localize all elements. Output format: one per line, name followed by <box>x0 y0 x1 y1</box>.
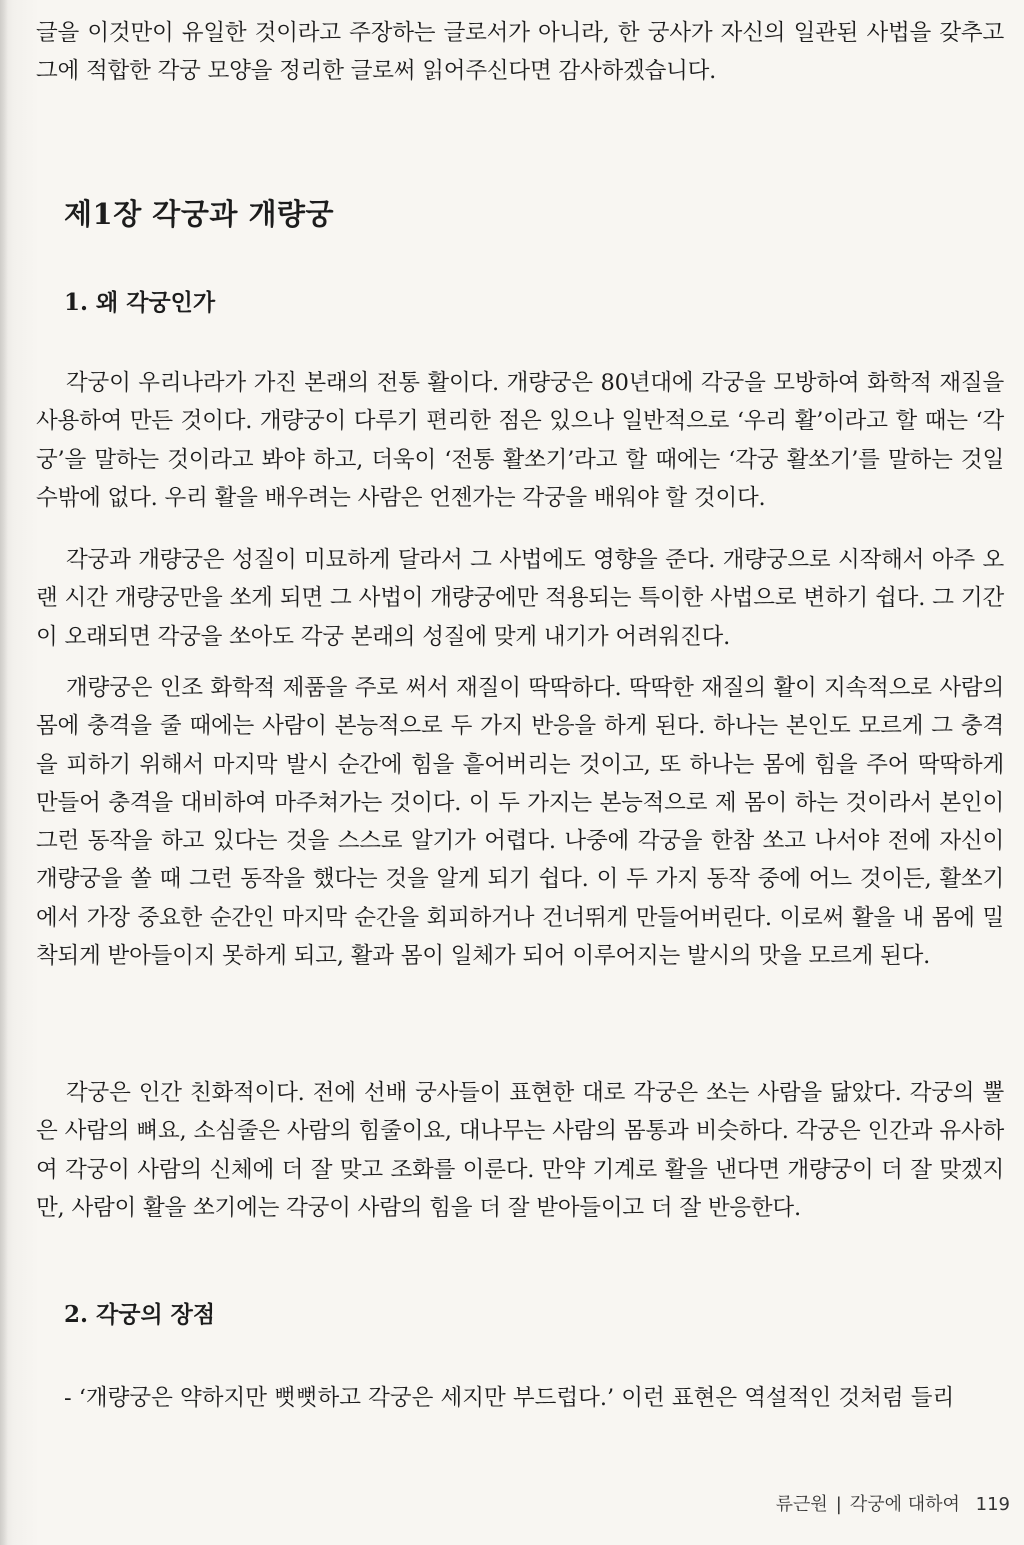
page-footer <box>776 1490 1010 1516</box>
page-gutter-shadow <box>0 0 8 1545</box>
dash-item-line: - ‘개량궁은 약하지만 뻣뻣하고 각궁은 세지만 부드럽다.’ 이런 표현은 역설적인 것처럼 들리 <box>64 1385 955 1411</box>
section-2-heading: 2. 각궁의 장점 <box>64 1301 216 1328</box>
body-paragraph-1: 각궁이 우리나라가 가진 본래의 전통 활이다. 개량궁은 80년대에 각궁을 모방하여 화학적 재질을 사용하여 만든 것이다. 개량궁이 다루기 편리한 점은 있으나 일반적으로 ‘우리 활’이라고 할 때는 ‘각궁’을 말하는 것이라고 봐야 하고, 더욱이 ‘전통 활쏘기’라고 할 때에는 ‘각궁 활쏘기’를 말하는 것일 수밖에 없다. 우리 활을 배우려는 사람은 언젠가는 각궁을 배워야 할 것이다. <box>36 370 1004 511</box>
intro-paragraph: 글을 이것만이 유일한 것이라고 주장하는 글로서가 아니라, 한 궁사가 자신의 일관된 사법을 갖추고 그에 적합한 각궁 모양을 정리한 글로써 읽어주신다면 감사하겠습니다. <box>36 20 1004 85</box>
body-paragraph-4: 각궁은 인간 친화적이다. 전에 선배 궁사들이 표현한 대로 각궁은 쏘는 사람을 닮았다. 각궁의 뿔은 사람의 뼈요, 소심줄은 사람의 힘줄이요, 대나무는 사람의 몸통과 비슷하다. 각궁은 인간과 유사하여 각궁이 사람의 신체에 더 잘 맞고 조화를 이룬다. 만약 기계로 활을 낸다면 개량궁이 더 잘 맞겠지만, 사람이 활을 쏘기에는 각궁이 사람의 힘을 더 잘 받아들이고 더 잘 반응한다. <box>36 1080 1004 1221</box>
body-paragraph-2: 각궁과 개량궁은 성질이 미묘하게 달라서 그 사법에도 영향을 준다. 개량궁으로 시작해서 아주 오랜 시간 개량궁만을 쏘게 되면 그 사법이 개량궁에만 적용되는 특이한 사법으로 변하기 쉽다. 그 기간이 오래되면 각궁을 쏘아도 각궁 본래의 성질에 맞게 내기가 어려워진다. <box>36 547 1004 650</box>
footer-author: 류근원 <box>775 1494 828 1515</box>
chapter-title: 제1장 각궁과 개량궁 <box>64 197 334 231</box>
section-1-heading: 1. 왜 각궁인가 <box>64 289 216 316</box>
footer-book-title: 각궁에 대하여 <box>849 1494 960 1515</box>
page-number: 119 <box>975 1494 1010 1515</box>
footer-separator: | <box>835 1494 842 1515</box>
body-paragraph-3: 개량궁은 인조 화학적 제품을 주로 써서 재질이 딱딱하다. 딱딱한 재질의 활이 지속적으로 사람의 몸에 충격을 줄 때에는 사람이 본능적으로 두 가지 반응을 하게 된다. 하나는 본인도 모르게 그 충격을 피하기 위해서 마지막 발시 순간에 힘을 흩어버리는 것이고, 또 하나는 몸에 힘을 주어 딱딱하게 만들어 충격을 대비하여 마주쳐가는 것이다. 이 두 가지는 본능적으로 제 몸이 하는 것이라서 본인이 그런 동작을 하고 있다는 것을 스스로 알기가 어렵다. 나중에 각궁을 한참 쏘고 나서야 전에 자신이 개량궁을 쏠 때 그런 동작을 했다는 것을 알게 되기 쉽다. 이 두 가지 동작 중에 어느 것이든, 활쏘기에서 가장 중요한 순간인 마지막 순간을 회피하거나 건너뛰게 만들어버린다. 이로써 활을 내 몸에 밀착되게 받아들이지 못하게 되고, 활과 몸이 일체가 되어 이루어지는 발시의 맛을 모르게 된다. <box>36 675 1004 970</box>
